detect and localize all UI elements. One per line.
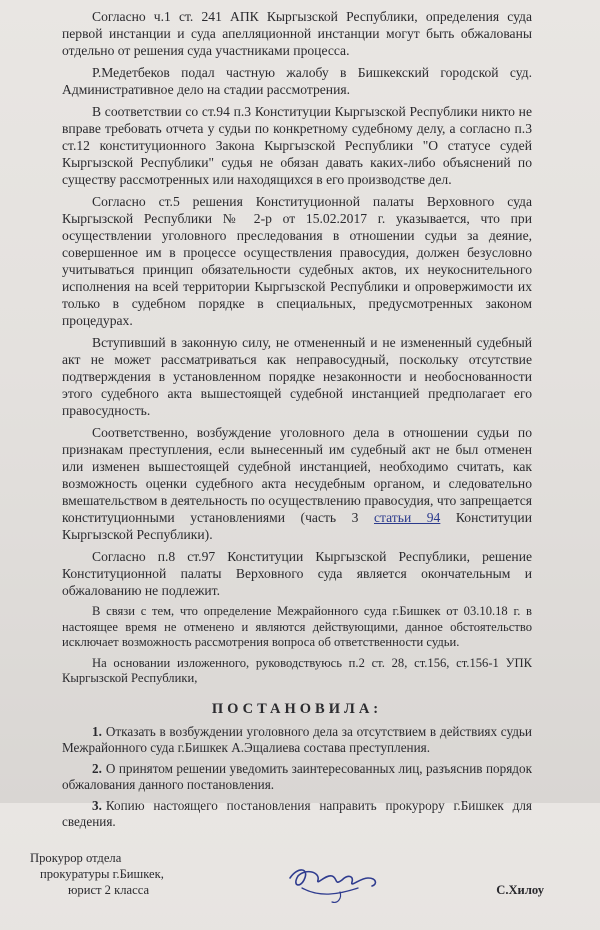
paragraph-9: На основании изложенного, руководствуюсь п.2 ст. 28, ст.156, ст.156-1 УПК Кыргызской Республики, <box>62 655 532 685</box>
constitution-article-link[interactable]: статьи 94 <box>373 510 441 525</box>
signatory-line-3: юрист 2 класса <box>68 882 150 897</box>
paragraph-6 <box>62 424 532 543</box>
paragraph-3: В соответствии со ст.94 п.3 Конституции Кыргызской Республики никто не вправе требовать отчета у судьи по конкретному судебному делу, а согласно п.3 ст.12 конституционного Закона Кыргызской Республики "О статусе судей Кыргызской Республики" судья не обязан давать каких-либо объяснений по существу рассмотренных или находящихся в его производстве дел. <box>62 104 532 187</box>
item-number: 3. <box>92 797 102 813</box>
item-text: Отказать в возбуждении уголовного дела за отсутствием в действиях судьи Межрайонного суда г.Бишкек А.Эщалиева состава преступления. <box>62 723 532 755</box>
paragraph-4: Согласно ст.5 решения Конституционной палаты Верховного суда Кыргызской Республики № 2-р от 15.02.2017 г. указывается, что при осуществлении уголовного преследования в отношении судьи за деяние, совершенное им в процессе осуществления правосудия, должен безусловно учитываться принцип обязательности судебных актов, их неукоснительного исполнения на всей территории Кыргызской Республики и опровержимости их только в судебном порядке в специальных, предусмотренных законом процедурах. <box>62 194 532 328</box>
signatory-line-2: прокуратуры г.Бишкек, <box>40 866 164 881</box>
item-number: 2. <box>92 760 102 776</box>
item-number: 1. <box>92 723 102 739</box>
resolution-heading: ПОСТАНОВИЛА: <box>211 700 383 717</box>
paragraph-6-tail: Конституции Кыргызской Республики). <box>62 510 532 542</box>
signatory-line-1: Прокурор отдела <box>30 850 122 865</box>
paragraph-2: Р.Медетбеков подал частную жалобу в Бишкекский городской суд. Административное дело на стадии рассмотрения. <box>62 65 532 97</box>
signatory-name: С.Хилоу <box>496 882 544 897</box>
paragraph-7: Согласно п.8 ст.97 Конституции Кыргызской Республики, решение Конституционной палаты Верховного суда является окончательным и обжалованию не подлежит. <box>62 549 532 598</box>
paragraph-5: Вступивший в законную силу, не отмененный и не измененный судебный акт не может рассматриваться как неправосудный, поскольку отсутствие подтверждения в установленном порядке незаконности и необоснованности этого судебного акта вышестоящей судебной инстанцией предполагает его правосудность. <box>62 335 532 418</box>
item-text: Копию настоящего постановления направить прокурору г.Бишкек для сведения. <box>62 797 532 829</box>
paragraph-6-text: Соответственно, возбуждение уголовного дела в отношении судьи по признакам преступления, если вынесенный им судебный акт не был отменен или изменен вышестоящей судебной инстанцией, необходимо считать, как возможность оценки судебного акта несудебным органом, и следовательно вмешательством в деятельность по осуществлению правосудия, что запрещается конституционными установлениями (часть 3 <box>62 425 532 525</box>
resolution-item-1 <box>62 724 532 756</box>
handwritten-signature <box>280 858 390 908</box>
paragraph-8: В связи с тем, что определение Межрайонного суда г.Бишкек от 03.10.18 г. в настоящее время не отменено и являются действующими, данное обстоятельство исключает возможность рассмотрения вопроса об ответственности судьи. <box>62 604 532 649</box>
paragraph-1: Согласно ч.1 ст. 241 АПК Кыргызской Республики, определения суда первой инстанции и суда апелляционной инстанции могут быть обжалованы отдельно от решения суда участниками процесса. <box>62 9 532 58</box>
resolution-item-2 <box>62 761 532 793</box>
resolution-item-3 <box>62 798 532 830</box>
signatory-title <box>30 850 164 898</box>
signature-block <box>30 850 544 930</box>
item-text: О принятом решении уведомить заинтересованных лиц, разъяснив порядок обжалования данного постановления. <box>62 760 532 792</box>
